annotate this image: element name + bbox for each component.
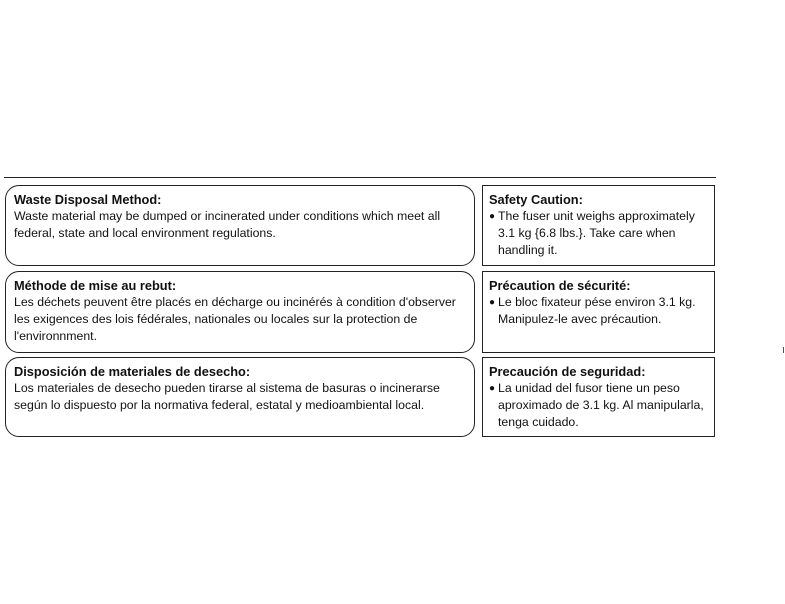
waste-disposal-text-french: Les déchets peuvent être placés en décharge ou incinérés à condition d'observer les exigences des lois fédérales, nationales ou locales sur la protection de l'environnment.	[14, 295, 456, 343]
safety-caution-heading-spanish: Precaución de seguridad:	[489, 364, 646, 379]
waste-disposal-section-english	[5, 185, 475, 266]
safety-caution-item-french	[489, 294, 706, 328]
safety-caution-text-spanish: La unidad del fusor tiene un peso aproximado de 3.1 kg. Al manipularla, tenga cuidado.	[498, 381, 704, 429]
waste-disposal-heading-spanish: Disposición de materiales de desecho:	[14, 364, 251, 379]
waste-disposal-section-french	[5, 271, 475, 353]
safety-caution-section-english	[482, 185, 715, 266]
safety-caution-section-spanish	[482, 357, 715, 437]
safety-caution-text-french: Le bloc fixateur pése environ 3.1 kg. Manipulez-le avec précaution.	[498, 295, 696, 326]
safety-caution-item-spanish	[489, 380, 706, 431]
safety-caution-item-english	[489, 208, 706, 259]
bullet-icon: ●	[489, 297, 496, 308]
bullet-icon: ●	[489, 383, 496, 394]
safety-caution-heading-english: Safety Caution:	[489, 192, 583, 207]
page-edge-mark	[783, 347, 784, 353]
waste-disposal-heading-english: Waste Disposal Method:	[14, 192, 162, 207]
safety-caution-text-english: The fuser unit weighs approximately 3.1 kg {6.8 lbs.}. Take care when handling it.	[498, 209, 695, 257]
waste-disposal-text-english: Waste material may be dumped or incinerated under conditions which meet all federal, state and local environment regulations.	[14, 209, 441, 240]
safety-caution-section-french	[482, 271, 715, 353]
safety-caution-heading-french: Précaution de sécurité:	[489, 278, 631, 293]
bullet-icon: ●	[489, 211, 496, 222]
waste-disposal-section-spanish	[5, 357, 475, 437]
top-rule	[4, 177, 716, 178]
waste-disposal-text-spanish: Los materiales de desecho pueden tirarse al sistema de basuras o incinerarse según lo dispuesto por la normativa federal, estatal y medioambiental local.	[14, 381, 440, 412]
waste-disposal-heading-french: Méthode de mise au rebut:	[14, 278, 177, 293]
